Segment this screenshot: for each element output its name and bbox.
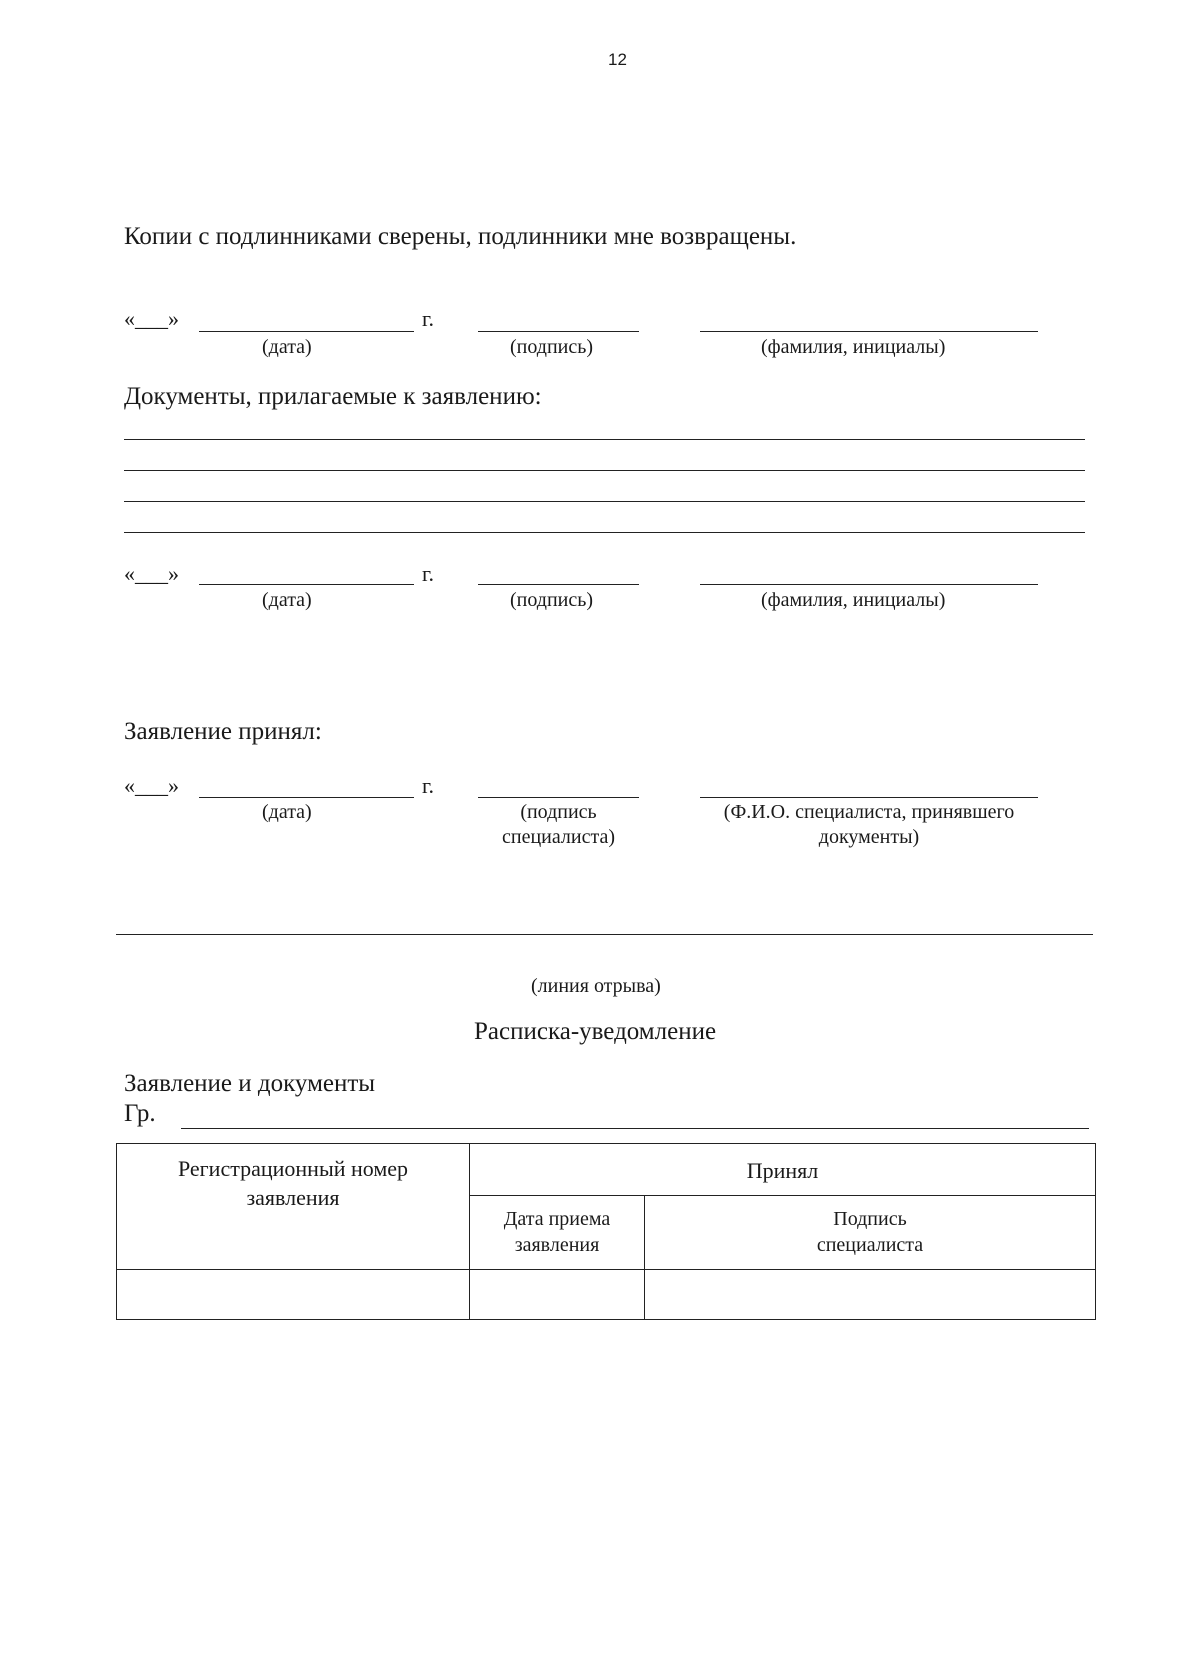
year-suffix: г. bbox=[422, 773, 435, 798]
name-line bbox=[700, 331, 1038, 332]
date-day-field: «___» bbox=[124, 561, 179, 586]
year-suffix: г. bbox=[422, 561, 435, 586]
date-received-header-line-1: Дата приема bbox=[503, 1208, 611, 1230]
accepted-header-label: Принял bbox=[746, 1158, 819, 1183]
specialist-signature-cell bbox=[645, 1270, 1096, 1320]
specialist-name-caption-line-2: документы) bbox=[818, 826, 920, 848]
date-line bbox=[199, 797, 414, 798]
year-suffix: г. bbox=[422, 306, 435, 331]
specialist-name-caption bbox=[690, 801, 1048, 849]
specialist-signature-header-line-1: Подпись bbox=[833, 1208, 907, 1230]
accepted-label: Заявление принял: bbox=[124, 718, 322, 745]
tear-line-caption: (линия отрыва) bbox=[531, 975, 661, 997]
reg-number-cell bbox=[117, 1270, 470, 1320]
date-caption: (дата) bbox=[262, 589, 312, 611]
date-day-field: «___» bbox=[124, 773, 179, 798]
citizen-prefix: Гр. bbox=[124, 1100, 156, 1127]
documents-line-3 bbox=[124, 501, 1085, 502]
specialist-signature-caption-line-2: специалиста) bbox=[502, 826, 615, 848]
receipt-table bbox=[116, 1143, 1096, 1320]
date-received-header bbox=[470, 1196, 645, 1270]
signature-line bbox=[478, 331, 639, 332]
name-line bbox=[700, 584, 1038, 585]
date-received-header-line-2: заявления bbox=[514, 1234, 600, 1256]
attached-documents-label: Документы, прилагаемые к заявлению: bbox=[124, 383, 542, 410]
date-caption: (дата) bbox=[262, 336, 312, 358]
name-caption: (фамилия, инициалы) bbox=[761, 336, 946, 358]
page-number: 12 bbox=[608, 50, 627, 69]
specialist-signature-caption bbox=[478, 801, 639, 849]
specialist-signature-header bbox=[645, 1196, 1096, 1270]
specialist-signature-caption-line-1: (подпись bbox=[520, 801, 597, 823]
citizen-name-line bbox=[181, 1128, 1089, 1129]
documents-line-4 bbox=[124, 532, 1085, 533]
documents-line-1 bbox=[124, 439, 1085, 440]
specialist-name-caption-line-1: (Ф.И.О. специалиста, принявшего bbox=[723, 801, 1015, 823]
signature-line bbox=[478, 797, 639, 798]
documents-line-2 bbox=[124, 470, 1085, 471]
signature-caption: (подпись) bbox=[510, 336, 594, 358]
receipt-intro: Заявление и документы bbox=[124, 1070, 376, 1097]
date-caption: (дата) bbox=[262, 801, 312, 823]
receipt-title: Расписка-уведомление bbox=[474, 1018, 717, 1045]
copies-statement: Копии с подлинниками сверены, подлинники мне возвращены. bbox=[124, 223, 797, 250]
table-row bbox=[117, 1270, 1096, 1320]
tear-line bbox=[116, 934, 1093, 935]
accepted-header bbox=[470, 1144, 1096, 1196]
specialist-signature-header-line-2: специалиста bbox=[816, 1234, 924, 1256]
signature-line bbox=[478, 584, 639, 585]
date-line bbox=[199, 331, 414, 332]
signature-caption: (подпись) bbox=[510, 589, 594, 611]
date-line bbox=[199, 584, 414, 585]
reg-number-header-line-1: Регистрационный номер bbox=[177, 1156, 409, 1181]
date-day-field: «___» bbox=[124, 306, 179, 331]
name-caption: (фамилия, инициалы) bbox=[761, 589, 946, 611]
date-received-cell bbox=[470, 1270, 645, 1320]
name-line bbox=[700, 797, 1038, 798]
reg-number-header bbox=[117, 1144, 470, 1270]
reg-number-header-line-2: заявления bbox=[246, 1185, 340, 1210]
